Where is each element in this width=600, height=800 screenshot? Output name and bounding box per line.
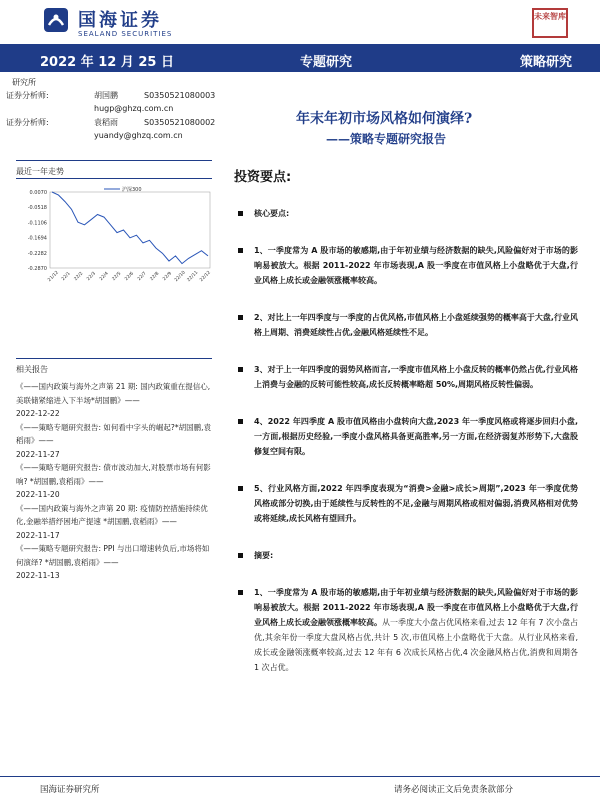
bullet-square-icon (238, 553, 243, 558)
related-item[interactable]: 《——策略专题研究报告: 如何看中字头的崛起?*胡国鹏,袁稻雨》—— (16, 422, 212, 445)
analyst-name: 袁稻雨 (94, 118, 118, 127)
x-tick-label: 22/6 (124, 271, 135, 282)
summary-paragraph: 1、一季度常为 A 股市场的敏感期,由于年初业绩与经济数据的缺失,风险偏好对于市场的影响易被放大。根据 2011-2022 年市场表现,A 股一季度在市值风格上小盘略优于大盘,行业风格上成长或金融领涨概率较高。从一季度大小盘占优风格来看,过去 12 年有 7 次小盘占优,其余年份一季度大盘风格占优,共计 5 次,市值风格上小盘略优于大盘。从行业风格来看,成长或金融领涨概率较高,过去 12 年有 6 次成长风格占优,4 次金融风格占优,消费和周期各 1 次占优。 (234, 585, 578, 675)
bullet-square-icon (238, 211, 243, 216)
report-date: 2022 年 12 月 25 日 (40, 55, 174, 70)
y-tick-label: -0.2282 (27, 250, 47, 257)
dept-label: 研究所 (12, 78, 36, 87)
x-tick-label: 22/3 (86, 271, 97, 282)
footer-divider (0, 776, 600, 777)
x-tick-label: 22/12 (199, 270, 212, 283)
x-tick-label: 22/5 (111, 271, 123, 282)
summary-label: 摘要: (254, 551, 274, 560)
y-tick-label: -0.0518 (27, 205, 47, 212)
report-title: 年末年初市场风格如何演绎? (296, 111, 473, 127)
x-tick-label: 22/10 (173, 270, 187, 283)
report-category: 专题研究 (300, 55, 353, 70)
x-tick-label: 22/7 (136, 271, 148, 282)
related-date: 2022-11-13 (16, 571, 60, 580)
x-tick-label: 22/2 (73, 271, 85, 282)
related-date: 2022-11-27 (16, 449, 60, 459)
x-tick-label: 22/11 (186, 270, 200, 283)
bullet-square-icon (238, 315, 243, 320)
related-heading: 相关报告 (16, 365, 48, 374)
y-tick-label: 0.0070 (29, 190, 47, 196)
related-item[interactable]: 《——国内政策与海外之声第 21 期: 国内政策重在提信心,美联储紧缩进入下半场*胡国鹏》—— (16, 382, 211, 405)
trend-chart (16, 186, 216, 286)
y-tick-label: -0.1694 (27, 235, 47, 242)
analyst-role: 证券分析师: (6, 118, 49, 127)
footer-left: 国海证券研究所 (40, 785, 100, 795)
analyst-cert: S0350521080002 (144, 118, 216, 127)
summary-label-row (234, 548, 578, 563)
report-subtitle: ——策略专题研究报告 (326, 132, 447, 146)
logo-text: 国海证券 (78, 10, 162, 31)
chart-title: 最近一年走势 (16, 167, 64, 176)
x-tick-label: 22/8 (149, 271, 161, 282)
key-point: 1、一季度常为 A 股市场的敏感期,由于年初业绩与经济数据的缺失,风险偏好对于市场的影响易被放大。根据 2011-2022 年市场表现,A 股一季度在市值风格上小盘略优于大盘,行业风格上成长或金融领涨概率较高。 (234, 243, 578, 288)
report-type: 策略研究 (520, 55, 573, 70)
header-bar (0, 44, 600, 72)
core-label: 核心要点: (254, 209, 290, 218)
divider (16, 160, 212, 161)
series-line (52, 192, 208, 264)
related-item[interactable]: 《——策略专题研究报告: 债市波动加大,对股票市场有何影响? *胡国鹏,袁稻雨》—— (16, 463, 211, 486)
main-content (234, 206, 578, 697)
related-reports (16, 380, 214, 583)
x-tick-label: 21/12 (47, 270, 60, 283)
bullet-square-icon (238, 590, 243, 595)
x-tick-label: 22/1 (60, 271, 72, 282)
analyst-email[interactable]: hugp@ghzq.com.cn (94, 104, 174, 113)
x-tick-label: 22/4 (98, 271, 110, 282)
bullet-square-icon (238, 486, 243, 491)
related-date: 2022-11-17 (16, 530, 60, 540)
chart-frame (50, 192, 210, 268)
related-item[interactable]: 《——策略专题研究报告: PPI 与出口增速转负后,市场将如何演绎? *胡国鹏,袁稻雨》—— (16, 544, 210, 567)
bullet-square-icon (238, 419, 243, 424)
key-point: 4、2022 年四季度 A 股市值风格由小盘转向大盘,2023 年一季度风格或将逐步回归小盘,一方面,根据历史经验,一季度小盘风格具备更高胜率,另一方面,在经济弱复苏形势下,大盘股修复空间有限。 (234, 414, 578, 459)
y-tick-label: -0.2870 (27, 266, 47, 272)
bullet-square-icon (238, 248, 243, 253)
key-point: 3、对于上一年四季度的弱势风格而言,一季度市值风格上小盘反转的概率仍然占优,行业风格上消费与金融的反转可能性较高,成长反转概率略超 50%,周期风格反转性偏弱。 (234, 362, 578, 392)
analyst-cert: S0350521080003 (144, 91, 216, 100)
y-tick-label: -0.1106 (27, 220, 47, 227)
logo-subtext: SEALAND SECURITIES (78, 30, 173, 38)
related-date: 2022-12-22 (16, 409, 60, 418)
divider (16, 178, 212, 179)
logo-icon (44, 8, 68, 32)
key-point: 2、对比上一年四季度与一季度的占优风格,市值风格上小盘延续强势的概率高于大盘,行业风格上周期、消费延续性占优,金融风格延续性不足。 (234, 310, 578, 340)
analyst-name: 胡国鹏 (94, 91, 118, 100)
related-date: 2022-11-20 (16, 490, 60, 499)
analyst-role: 证券分析师: (6, 91, 49, 100)
analyst-email[interactable]: yuandy@ghzq.com.cn (94, 131, 183, 140)
legend-label: 沪深300 (122, 187, 142, 193)
seal-stamp: 未来智库 (532, 8, 568, 38)
key-points-title: 投资要点: (234, 170, 292, 185)
divider (16, 358, 212, 359)
related-item[interactable]: 《——国内政策与海外之声第 20 期: 疫情防控措施持续优化,金融举措纾困地产提速 *胡国鹏,袁稻雨》—— (16, 503, 208, 526)
x-tick-label: 22/9 (162, 271, 173, 282)
bullet-square-icon (238, 367, 243, 372)
footer-right: 请务必阅读正文后免责条款部分 (394, 785, 514, 795)
core-label-row (234, 206, 578, 221)
key-point: 5、行业风格方面,2022 年四季度表现为“消费>金融>成长>周期”,2023 年一季度优势风格或部分切换,由于延续性与反转性的不足,金融与周期风格或相对偏弱,消费风格相对优势或将延续,成长风格有望回升。 (234, 481, 578, 526)
